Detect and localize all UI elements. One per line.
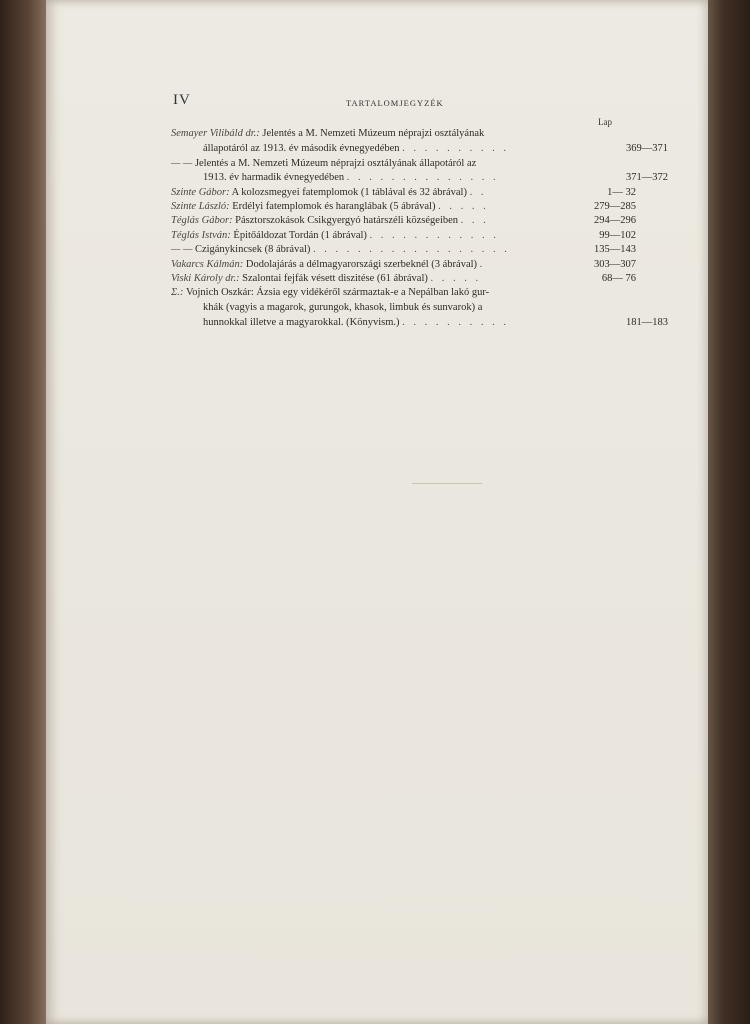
toc-leader-dots: . . . . . . . . . . . . . . . . . . (313, 244, 510, 255)
page-number: IV (173, 92, 191, 108)
toc-page-range: 303—307 (594, 259, 636, 270)
toc-entry-line (171, 127, 636, 140)
toc-title: Erdélyi fatemplomok és haranglábak (5 ábrával) (229, 201, 436, 212)
book-cover-edge (706, 0, 750, 1024)
toc-title: 1913. év harmadik évnegyedében (203, 172, 345, 183)
toc-title: állapotáról az 1913. év második évnegyedében (203, 143, 400, 154)
toc-title: Pásztorszokások Csikgyergyó határszéli községeiben (232, 215, 459, 226)
toc-page-range: 279—285 (594, 201, 636, 212)
toc-entry-line (171, 301, 668, 314)
toc-leader-dots: . . . . . (438, 201, 489, 212)
toc-page-range: 294—296 (594, 215, 636, 226)
toc-leader-dots: . . . (460, 215, 489, 226)
toc-entry-line (171, 157, 636, 170)
toc-entry-line (171, 316, 668, 329)
toc-entry-line (171, 243, 636, 256)
toc-title: Czigánykincsek (8 ábrával) (192, 244, 311, 255)
toc-author: — — (171, 244, 193, 255)
toc-author: Vakarcs Kálmán: (171, 259, 244, 270)
toc-entry-line (171, 258, 636, 271)
toc-author: Téglás Gábor: (171, 215, 233, 226)
toc-entry-line (171, 142, 668, 155)
toc-leader-dots: . . . . . . . . . . (402, 317, 510, 328)
toc-author: Szinte László: (171, 201, 230, 212)
toc-leader-dots: . . . . . . . . . . (402, 143, 510, 154)
toc-title: A kolozsmegyei fatemplomok (1 táblával és 32 ábrával) (229, 187, 467, 198)
toc-entry-line (171, 229, 636, 242)
toc-title: Vojnich Oszkár: Ázsia egy vidékéről származtak-e a Nepálban lakó gur- (183, 287, 490, 298)
toc-entry-line (171, 200, 636, 213)
toc-title: Dodolajárás a délmagyarországi szerbeknél (3 ábrával) (243, 259, 478, 270)
toc-entry-line (171, 286, 636, 299)
toc-author: Szinte Gábor: (171, 187, 230, 198)
toc-page-range: 1— 32 (607, 187, 636, 198)
toc-leader-dots: . . . . . . . . . . . . (369, 230, 499, 241)
book-spine-edge (0, 0, 48, 1024)
book-page (46, 0, 708, 1024)
toc-entry-line (171, 171, 668, 184)
toc-author: Σ.: (171, 287, 184, 298)
section-divider (412, 483, 482, 484)
toc-author: Téglás István: (171, 230, 231, 241)
toc-title: Jelentés a M. Nemzeti Múzeum néprajzi osztályának (259, 128, 485, 139)
toc-leader-dots: . . . . . (430, 273, 482, 284)
toc-leader-dots: . (479, 259, 486, 270)
toc-page-range: 68— 76 (601, 273, 636, 284)
toc-entry-line (171, 186, 636, 199)
toc-title: Épitőáldozat Tordán (1 ábrával) (230, 230, 367, 241)
toc-entry-line (171, 272, 636, 285)
toc-author: Viski Károly dr.: (171, 273, 240, 284)
toc-page-range: 135—143 (594, 244, 636, 255)
toc-leader-dots: . . (469, 187, 487, 198)
toc-title: khák (vagyis a magarok, gurungok, khasok, limbuk és sunvarok) a (203, 302, 483, 313)
toc-entry-line (171, 214, 636, 227)
running-head: TARTALOMJEGYZÉK (346, 98, 444, 108)
toc-title: Jelentés a M. Nemzeti Múzeum néprajzi osztályának állapotáról az (192, 158, 477, 169)
toc-page-range: 371—372 (626, 172, 668, 183)
toc-author: Semayer Vilibáld dr.: (171, 128, 260, 139)
toc-title: hunnokkal illetve a magyarokkal. (Könyvism.) (203, 317, 400, 328)
toc-author: — — (171, 158, 193, 169)
toc-page-range: 369—371 (626, 143, 668, 154)
toc-page-range: 181—183 (626, 317, 668, 328)
toc-leader-dots: . . . . . . . . . . . . . . (346, 172, 499, 183)
toc-page-range: 99—102 (599, 230, 636, 241)
toc-title: Szalontai fejfák vésett diszitése (61 ábrával) (239, 273, 428, 284)
page-column-label: Lap (598, 117, 612, 127)
